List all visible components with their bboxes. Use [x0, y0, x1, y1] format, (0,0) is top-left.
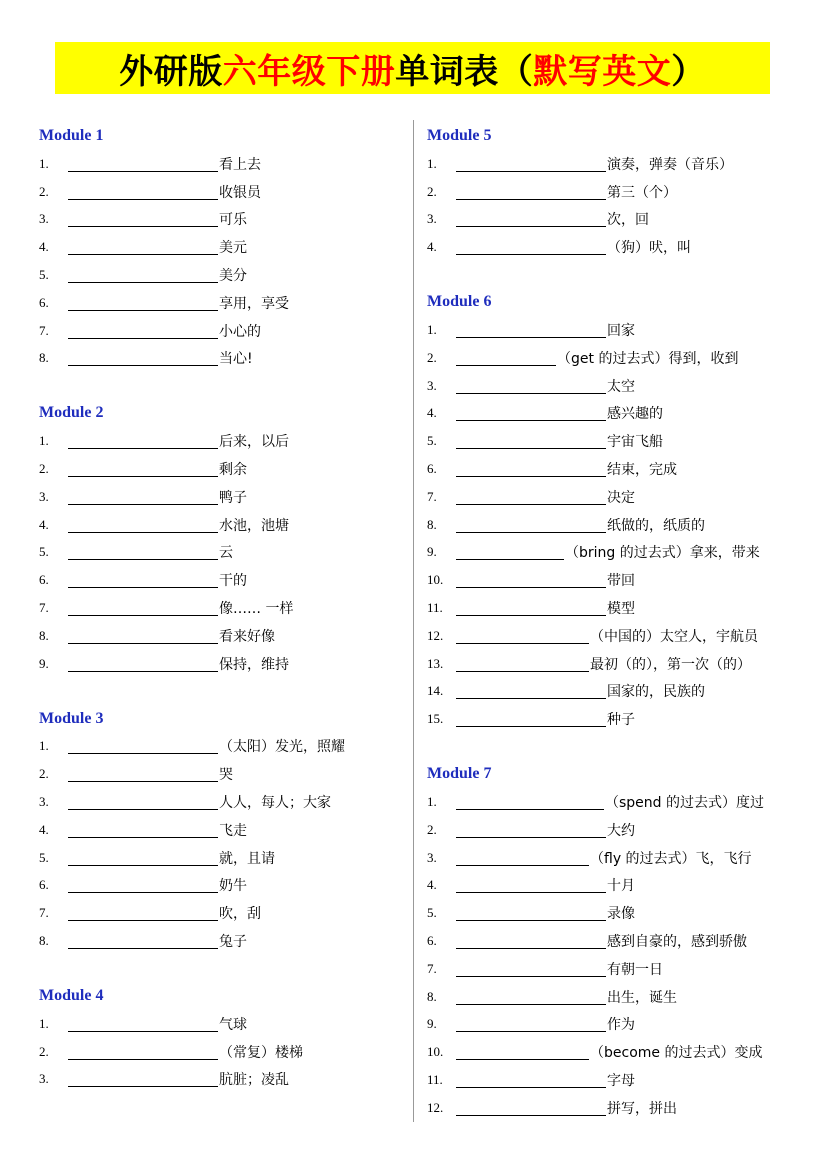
item-number: 1.: [39, 1015, 49, 1031]
vocab-row: [39, 345, 399, 373]
item-number: 8.: [39, 933, 49, 949]
chinese-meaning: 录像: [607, 906, 635, 923]
module-title: Module 3: [39, 709, 104, 727]
item-number: 1.: [427, 155, 437, 171]
chinese-meaning: （太阳）发光，照耀: [219, 739, 345, 756]
chinese-meaning: （常复）楼梯: [219, 1044, 303, 1061]
answer-blank[interactable]: [68, 905, 218, 921]
chinese-meaning: 人人，每人；大家: [219, 795, 331, 812]
item-number: 3.: [39, 794, 49, 810]
chinese-meaning: （bring 的过去式）拿来，带来: [565, 545, 760, 562]
chinese-meaning: 肮脏；凌乱: [219, 1072, 289, 1089]
chinese-meaning: 兔子: [219, 934, 247, 951]
vocab-row: [39, 650, 399, 678]
chinese-meaning: 剩余: [219, 462, 247, 479]
chinese-meaning: （fly 的过去式）飞，飞行: [590, 850, 752, 867]
item-number: 8.: [427, 516, 437, 532]
answer-blank[interactable]: [456, 656, 589, 672]
answer-blank[interactable]: [456, 156, 606, 172]
vocab-row: [39, 566, 399, 594]
module-title: Module 6: [427, 293, 492, 311]
chinese-meaning: 有朝一日: [607, 961, 663, 978]
vocab-row: [39, 899, 399, 927]
answer-blank[interactable]: [456, 961, 606, 977]
item-number: 4.: [427, 405, 437, 421]
chinese-meaning: 收银员: [219, 184, 261, 201]
answer-blank[interactable]: [68, 184, 218, 200]
chinese-meaning: 当心!: [219, 351, 253, 368]
item-number: 3.: [39, 211, 49, 227]
vocab-row: [427, 511, 807, 539]
item-number: 7.: [39, 905, 49, 921]
vocab-row: [427, 594, 807, 622]
item-number: 6.: [427, 933, 437, 949]
answer-blank[interactable]: [68, 628, 218, 644]
vocab-row: [427, 483, 807, 511]
chinese-meaning: （狗）吠，叫: [607, 240, 691, 257]
answer-blank[interactable]: [456, 1016, 606, 1032]
answer-blank[interactable]: [68, 1016, 218, 1032]
chinese-meaning: 飞走: [219, 822, 247, 839]
left-column: [39, 122, 399, 1120]
vocab-row: [427, 455, 807, 483]
item-number: 7.: [39, 600, 49, 616]
chinese-meaning: 吹，刮: [219, 906, 261, 923]
vocab-row: [427, 872, 807, 900]
answer-blank[interactable]: [456, 489, 606, 505]
item-number: 5.: [39, 544, 49, 560]
answer-blank[interactable]: [68, 489, 218, 505]
answer-blank[interactable]: [68, 544, 218, 560]
item-number: 1.: [39, 155, 49, 171]
title-part-5: ）: [671, 51, 706, 92]
item-number: 9.: [39, 655, 49, 671]
item-number: 12.: [427, 1099, 444, 1115]
item-number: 5.: [427, 905, 437, 921]
answer-blank[interactable]: [68, 600, 218, 616]
module-title: Module 1: [39, 127, 104, 144]
vocab-row: [39, 788, 399, 816]
item-number: 7.: [39, 322, 49, 338]
item-number: 11.: [427, 1072, 443, 1087]
module-section: [39, 705, 399, 955]
item-number: 6.: [39, 294, 49, 310]
item-number: 3.: [39, 1071, 49, 1087]
answer-blank[interactable]: [456, 239, 606, 255]
chinese-meaning: 美元: [219, 240, 247, 257]
item-number: 2.: [39, 766, 49, 782]
vocab-row: [427, 705, 807, 733]
chinese-meaning: 气球: [219, 1016, 247, 1033]
item-number: 3.: [427, 849, 437, 865]
vocab-row: [427, 788, 807, 816]
answer-blank[interactable]: [456, 905, 606, 921]
answer-blank[interactable]: [456, 877, 606, 893]
answer-blank[interactable]: [68, 877, 218, 893]
answer-blank[interactable]: [456, 322, 606, 338]
vocab-row: [39, 427, 399, 455]
answer-blank[interactable]: [68, 1071, 218, 1087]
vocab-row: [39, 872, 399, 900]
chinese-meaning: 最初（的），第一次（的）: [590, 656, 751, 673]
answer-blank[interactable]: [456, 628, 589, 644]
chinese-meaning: 大约: [607, 822, 635, 839]
module-title: Module 7: [427, 765, 492, 783]
answer-blank[interactable]: [68, 656, 218, 672]
item-number: 4.: [39, 239, 49, 255]
vocab-row: [39, 483, 399, 511]
answer-blank[interactable]: [456, 1044, 589, 1060]
answer-blank[interactable]: [68, 517, 218, 533]
vocab-row: [427, 150, 807, 178]
chinese-meaning: （become 的过去式）变成: [590, 1045, 763, 1062]
module-section: [427, 760, 807, 1122]
chinese-meaning: （get 的过去式）得到，收到: [557, 350, 739, 367]
chinese-meaning: 演奏，弹奏（音乐）: [607, 156, 733, 173]
vocab-row: [39, 289, 399, 317]
vocab-row: [427, 400, 807, 428]
vocab-row: [39, 206, 399, 234]
item-number: 5.: [427, 433, 437, 449]
answer-blank[interactable]: [456, 350, 556, 366]
item-number: 6.: [39, 877, 49, 893]
chinese-meaning: 宇宙飞船: [607, 434, 663, 451]
vocab-row: [39, 150, 399, 178]
title-part-1: 外研版: [119, 51, 223, 92]
vocab-row: [39, 1038, 399, 1066]
item-number: 2.: [39, 183, 49, 199]
item-number: 10.: [427, 572, 444, 588]
item-number: 3.: [427, 211, 437, 227]
chinese-meaning: 次，回: [607, 212, 649, 229]
vocab-row: [427, 206, 807, 234]
vocab-row: [427, 1011, 807, 1039]
vocab-row: [427, 927, 807, 955]
vocab-row: [39, 233, 399, 261]
item-number: 6.: [39, 572, 49, 588]
column-divider: [413, 120, 414, 1122]
answer-blank[interactable]: [456, 211, 606, 227]
chinese-meaning: 奶牛: [219, 878, 247, 895]
item-number: 13.: [427, 655, 444, 671]
answer-blank[interactable]: [68, 738, 218, 754]
answer-blank[interactable]: [68, 461, 218, 477]
module-title: Module 5: [427, 127, 492, 144]
item-number: 3.: [39, 488, 49, 504]
answer-blank[interactable]: [456, 933, 606, 949]
chinese-meaning: 后来，以后: [219, 434, 289, 451]
item-number: 15.: [427, 711, 444, 727]
vocab-row: [427, 899, 807, 927]
module-title: Module 2: [39, 404, 104, 422]
answer-blank[interactable]: [68, 850, 218, 866]
chinese-meaning: 回家: [607, 323, 635, 340]
chinese-meaning: 种子: [607, 712, 635, 729]
item-number: 7.: [427, 488, 437, 504]
item-number: 1.: [39, 433, 49, 449]
item-number: 5.: [39, 267, 49, 283]
item-number: 11.: [427, 600, 443, 616]
item-number: 4.: [427, 239, 437, 255]
vocab-row: [427, 1038, 807, 1066]
vocab-row: [39, 622, 399, 650]
item-number: 8.: [427, 988, 437, 1004]
item-number: 4.: [39, 821, 49, 837]
chinese-meaning: 像…… 一样: [219, 601, 294, 618]
vocab-row: [427, 1066, 807, 1094]
answer-blank[interactable]: [456, 711, 606, 727]
module-section: [39, 982, 399, 1093]
answer-blank[interactable]: [68, 156, 218, 172]
chinese-meaning: 保持，维持: [219, 656, 289, 673]
item-number: 12.: [427, 627, 444, 643]
vocab-row: [427, 983, 807, 1011]
vocab-row: [39, 760, 399, 788]
title-part-3: 单词表（: [395, 51, 534, 92]
chinese-meaning: 可乐: [219, 212, 247, 229]
vocab-row: [427, 650, 807, 678]
answer-blank[interactable]: [68, 572, 218, 588]
answer-blank[interactable]: [456, 1072, 606, 1088]
chinese-meaning: 太空: [607, 378, 635, 395]
vocab-row: [39, 539, 399, 567]
answer-blank[interactable]: [68, 794, 218, 810]
vocab-row: [39, 455, 399, 483]
vocab-row: [39, 1010, 399, 1038]
module-section: [39, 122, 399, 372]
answer-blank[interactable]: [456, 850, 589, 866]
chinese-meaning: （spend 的过去式）度过: [605, 795, 765, 812]
vocab-row: [427, 372, 807, 400]
item-number: 2.: [39, 1043, 49, 1059]
item-number: 2.: [39, 461, 49, 477]
right-column: [427, 122, 807, 1149]
vocab-row: [39, 1066, 399, 1094]
vocab-row: [39, 594, 399, 622]
chinese-meaning: 第三（个）: [607, 184, 677, 201]
item-number: 7.: [427, 960, 437, 976]
item-number: 1.: [427, 794, 437, 810]
chinese-meaning: 干的: [219, 573, 247, 590]
title-banner: [55, 42, 770, 94]
answer-blank[interactable]: [68, 766, 218, 782]
chinese-meaning: 模型: [607, 601, 635, 618]
answer-blank[interactable]: [456, 572, 606, 588]
module-section: [427, 122, 807, 261]
item-number: 10.: [427, 1044, 444, 1060]
item-number: 2.: [427, 349, 437, 365]
answer-blank[interactable]: [68, 239, 218, 255]
chinese-meaning: 看来好像: [219, 628, 275, 645]
item-number: 6.: [427, 461, 437, 477]
item-number: 9.: [427, 544, 437, 560]
chinese-meaning: 决定: [607, 489, 635, 506]
answer-blank[interactable]: [456, 600, 606, 616]
answer-blank[interactable]: [456, 544, 564, 560]
answer-blank[interactable]: [68, 433, 218, 449]
answer-blank[interactable]: [456, 184, 606, 200]
chinese-meaning: 美分: [219, 268, 247, 285]
chinese-meaning: 感兴趣的: [607, 406, 663, 423]
answer-blank[interactable]: [456, 405, 606, 421]
answer-blank[interactable]: [456, 517, 606, 533]
answer-blank[interactable]: [68, 211, 218, 227]
vocab-row: [39, 733, 399, 761]
vocab-row: [427, 316, 807, 344]
vocab-row: [39, 317, 399, 345]
vocab-row: [427, 955, 807, 983]
answer-blank[interactable]: [456, 794, 604, 810]
vocab-row: [39, 927, 399, 955]
page-title: [119, 44, 706, 93]
item-number: 1.: [427, 322, 437, 338]
answer-blank[interactable]: [456, 989, 606, 1005]
chinese-meaning: 带回: [607, 573, 635, 590]
answer-blank[interactable]: [68, 267, 218, 283]
answer-blank[interactable]: [68, 323, 218, 339]
answer-blank[interactable]: [456, 461, 606, 477]
chinese-meaning: 云: [219, 545, 233, 562]
answer-blank[interactable]: [68, 933, 218, 949]
item-number: 8.: [39, 627, 49, 643]
answer-blank[interactable]: [68, 822, 218, 838]
chinese-meaning: 作为: [607, 1017, 635, 1034]
vocab-row: [427, 678, 807, 706]
chinese-meaning: 水池，池塘: [219, 517, 289, 534]
chinese-meaning: 结束，完成: [607, 462, 677, 479]
vocab-row: [427, 539, 807, 567]
chinese-meaning: 就，且请: [219, 850, 275, 867]
answer-blank[interactable]: [456, 433, 606, 449]
item-number: 2.: [427, 183, 437, 199]
chinese-meaning: 哭: [219, 767, 233, 784]
chinese-meaning: 字母: [607, 1073, 635, 1089]
vocab-row: [427, 566, 807, 594]
title-part-2: 六年级下册: [222, 51, 396, 92]
item-number: 3.: [427, 377, 437, 393]
item-number: 5.: [39, 849, 49, 865]
chinese-meaning: 十月: [607, 878, 635, 895]
item-number: 2.: [427, 821, 437, 837]
vocab-row: [427, 344, 807, 372]
module-title: Module 4: [39, 986, 104, 1004]
vocab-row: [427, 233, 807, 261]
answer-blank[interactable]: [456, 378, 606, 394]
item-number: 9.: [427, 1016, 437, 1032]
vocab-row: [427, 816, 807, 844]
vocab-row: [427, 622, 807, 650]
vocab-row: [427, 1094, 807, 1122]
chinese-meaning: 看上去: [219, 156, 261, 173]
answer-blank[interactable]: [68, 350, 218, 366]
vocab-row: [39, 511, 399, 539]
item-number: 4.: [39, 516, 49, 532]
chinese-meaning: 出生，诞生: [607, 989, 677, 1006]
item-number: 4.: [427, 877, 437, 893]
answer-blank[interactable]: [456, 683, 606, 699]
title-part-4: 默写英文: [533, 51, 672, 92]
vocab-row: [427, 844, 807, 872]
module-section: [427, 288, 807, 733]
answer-blank[interactable]: [68, 295, 218, 311]
chinese-meaning: 鸭子: [219, 489, 247, 506]
chinese-meaning: 享用，享受: [219, 295, 289, 312]
chinese-meaning: 小心的: [219, 323, 261, 340]
vocab-row: [39, 261, 399, 289]
chinese-meaning: 拼写，拼出: [607, 1100, 677, 1117]
answer-blank[interactable]: [456, 1100, 606, 1116]
vocab-row: [427, 427, 807, 455]
chinese-meaning: 感到自豪的，感到骄傲: [607, 934, 747, 951]
item-number: 8.: [39, 350, 49, 366]
chinese-meaning: 纸做的，纸质的: [607, 517, 705, 534]
vocab-row: [427, 178, 807, 206]
item-number: 14.: [427, 683, 444, 699]
module-section: [39, 399, 399, 677]
vocab-row: [39, 844, 399, 872]
vocab-row: [39, 178, 399, 206]
vocab-row: [39, 816, 399, 844]
chinese-meaning: 国家的，民族的: [607, 684, 705, 701]
answer-blank[interactable]: [456, 822, 606, 838]
answer-blank[interactable]: [68, 1044, 218, 1060]
item-number: 1.: [39, 738, 49, 754]
chinese-meaning: （中国的）太空人，宇航员: [590, 628, 758, 645]
